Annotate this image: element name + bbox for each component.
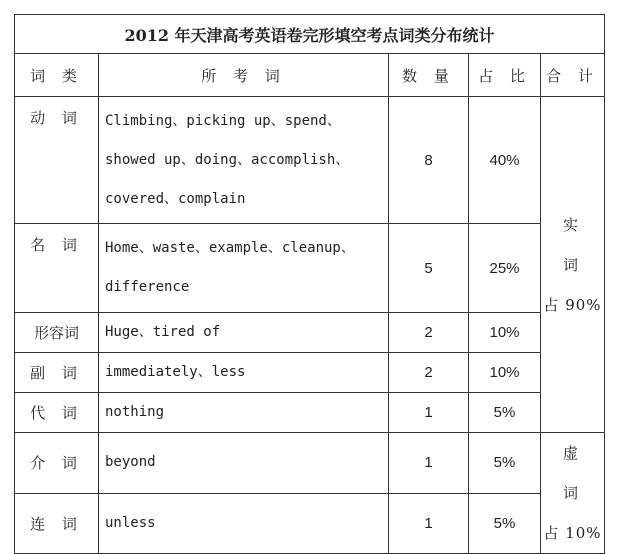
row-category: 连 词	[15, 493, 99, 554]
row-count: 1	[389, 393, 469, 433]
row-count: 2	[389, 313, 469, 353]
header-total: 合 计	[541, 54, 605, 97]
row-words: beyond	[99, 433, 389, 494]
total-function-value: 占 10%	[543, 524, 602, 542]
table-row	[15, 353, 605, 393]
row-words: nothing	[99, 393, 389, 433]
row-count: 2	[389, 353, 469, 393]
row-category: 代 词	[15, 393, 99, 433]
row-words: unless	[99, 493, 389, 554]
header-percent: 占 比	[469, 54, 541, 97]
title-row	[15, 15, 605, 54]
row-count: 8	[389, 97, 469, 224]
row-count: 5	[389, 224, 469, 313]
table-row	[15, 97, 605, 224]
total-content-words	[541, 97, 605, 433]
total-function-words	[541, 433, 605, 554]
row-percent: 10%	[469, 353, 541, 393]
row-category: 名 词	[15, 224, 99, 313]
total-function-label: 虚 词	[563, 444, 593, 502]
table-row	[15, 313, 605, 353]
document	[14, 14, 604, 542]
row-words: Climbing、picking up、spend、showed up、doing、accomplish、covered、complain	[99, 97, 389, 224]
row-category: 形容词	[15, 313, 99, 353]
row-percent: 5%	[469, 393, 541, 433]
header-count: 数 量	[389, 54, 469, 97]
row-count: 1	[389, 493, 469, 554]
total-content-label: 实 词	[563, 215, 593, 274]
row-category: 动 词	[15, 97, 99, 224]
header-row	[15, 54, 605, 97]
row-words: Home、waste、example、cleanup、difference	[99, 224, 389, 313]
table-row	[15, 493, 605, 554]
row-category: 副 词	[15, 353, 99, 393]
header-category: 词 类	[15, 54, 99, 97]
stats-table	[14, 14, 605, 554]
row-percent: 10%	[469, 313, 541, 353]
total-content-value: 占 90%	[543, 295, 602, 314]
row-percent: 25%	[469, 224, 541, 313]
row-words: Huge、tired of	[99, 313, 389, 353]
row-count: 1	[389, 433, 469, 494]
row-category: 介 词	[15, 433, 99, 494]
row-percent: 5%	[469, 493, 541, 554]
row-words: immediately、less	[99, 353, 389, 393]
table-title: 2012 年天津高考英语卷完形填空考点词类分布统计	[15, 15, 605, 54]
row-percent: 5%	[469, 433, 541, 494]
row-percent: 40%	[469, 97, 541, 224]
header-words: 所 考 词	[99, 54, 389, 97]
table-row	[15, 224, 605, 313]
table-row	[15, 393, 605, 433]
table-row	[15, 433, 605, 494]
